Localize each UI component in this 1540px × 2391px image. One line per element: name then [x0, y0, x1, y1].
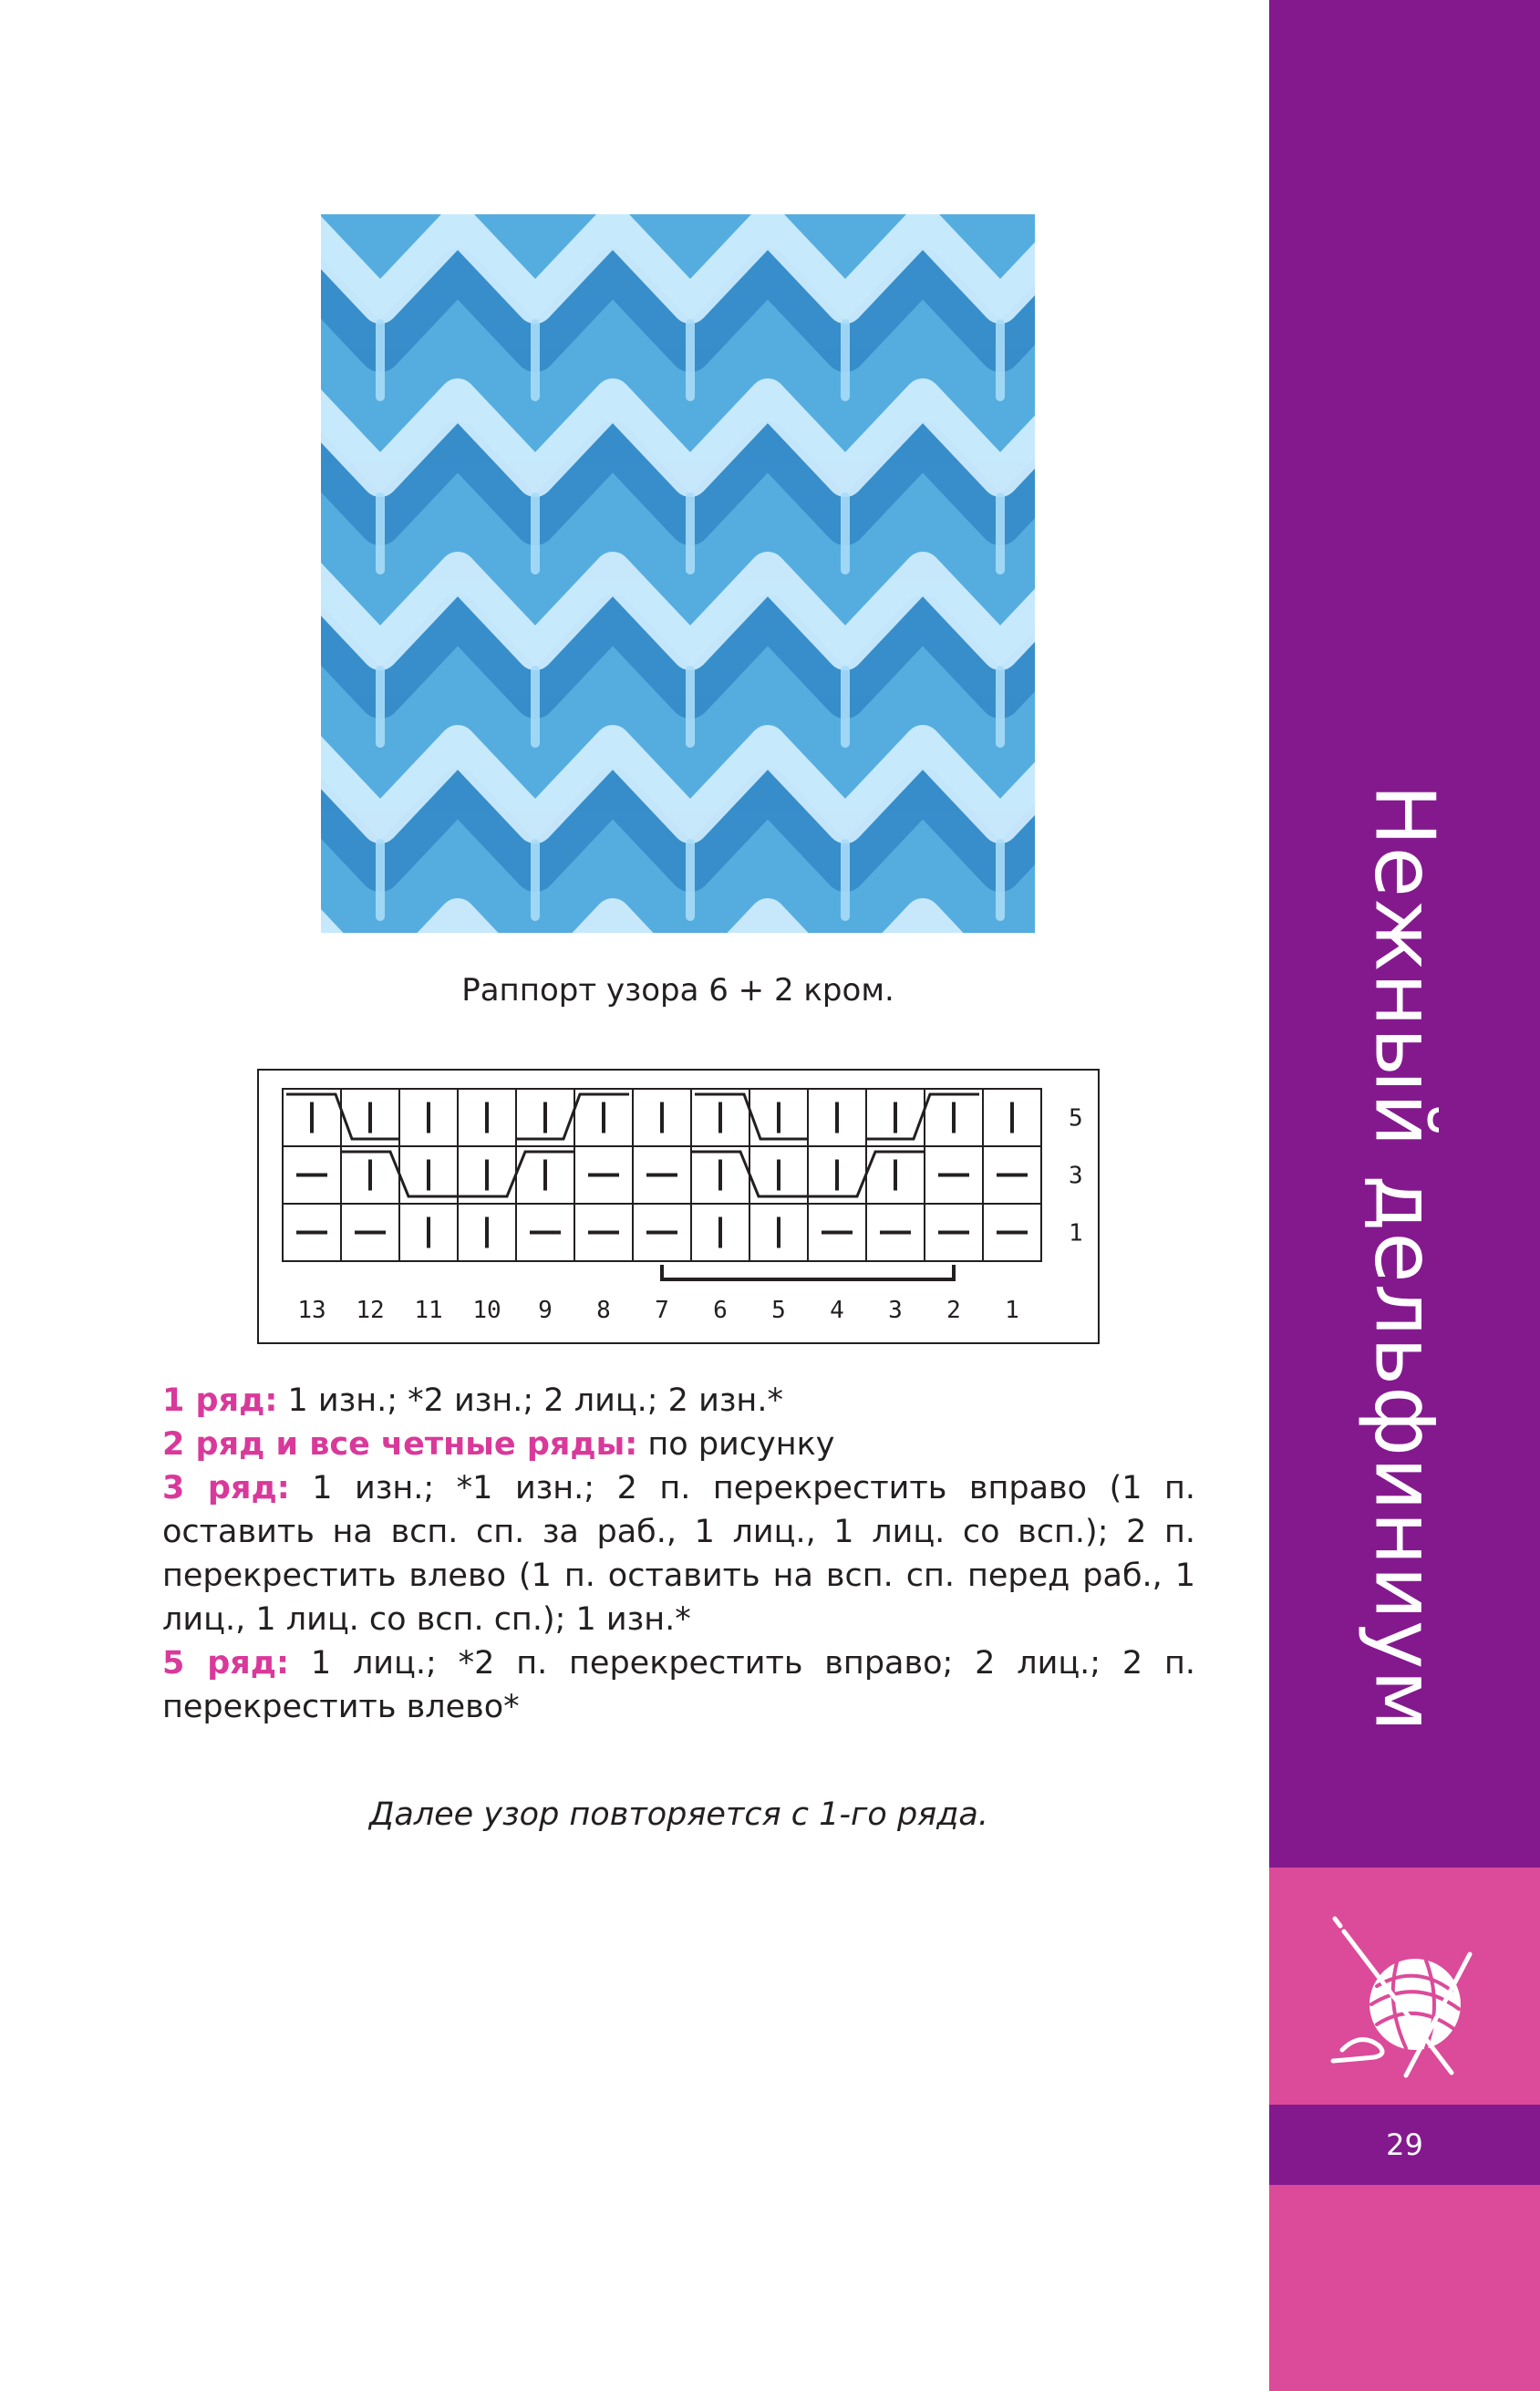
yarn-ball-with-crochet-hook-icon [1269, 1868, 1540, 2105]
chart-col-label: 6 [713, 1297, 728, 1324]
chart-row-labels [1069, 1105, 1083, 1247]
chart-row-label: 5 [1069, 1104, 1083, 1133]
instruction-label: 3 ряд: [162, 1470, 290, 1506]
instruction-row-3 [162, 1466, 1195, 1641]
instruction-label: 1 ряд: [162, 1382, 278, 1419]
chart-col-label: 13 [297, 1297, 326, 1324]
instruction-label: 5 ряд: [162, 1645, 290, 1682]
chart-col-label: 3 [888, 1297, 903, 1324]
chart-col-label: 5 [771, 1297, 786, 1324]
chart-col-label: 12 [356, 1297, 385, 1324]
sidebar-logo-block [1269, 1868, 1540, 2105]
chart-col-label: 11 [414, 1297, 443, 1324]
chart-col-label: 7 [655, 1297, 669, 1324]
sidebar-bottom [1269, 2185, 1540, 2391]
chart-col-label: 2 [946, 1297, 961, 1324]
chart-col-label: 10 [472, 1297, 501, 1324]
page-number-text: 29 [1386, 2127, 1423, 2162]
chart-col-label: 9 [538, 1297, 553, 1324]
knitted-swatch-photo [321, 214, 1035, 933]
chart-col-label: 4 [830, 1297, 844, 1324]
instructions [162, 1379, 1195, 1729]
knitted-swatch-texture [321, 214, 1035, 933]
instruction-text: 1 лиц.; *2 п. перекрестить вправо; 2 лиц.; 2 п. перекрестить влево* [162, 1645, 1195, 1725]
chart-row-label: 3 [1069, 1162, 1083, 1190]
sidebar-title-text: Нежный дельфиниум [1356, 783, 1452, 1734]
instruction-text: по рисунку [637, 1426, 835, 1463]
pattern-repeat-caption: Раппорт узора 6 + 2 кром. [461, 972, 894, 1009]
knitting-chart [257, 1069, 1100, 1344]
instruction-text: 1 изн.; *1 изн.; 2 п. перекрестить вправо (1 п. оставить на всп. сп. за раб., 1 лиц., 1 лиц. со всп.); 2 п. перекрестить влево (1 п. оставить на всп. сп. перед раб., 1 лиц., 1 лиц. со всп. сп.); 1 изн.* [162, 1470, 1196, 1638]
instruction-row-5 [162, 1641, 1195, 1729]
page-number [1269, 2105, 1540, 2185]
instruction-text: 1 изн.; *2 изн.; 2 лиц.; 2 изн.* [277, 1382, 783, 1419]
chart-col-label: 1 [1005, 1297, 1019, 1324]
chart-row-label: 1 [1069, 1219, 1083, 1247]
instruction-label: 2 ряд и все четные ряды: [162, 1426, 638, 1463]
chart-col-label: 8 [596, 1297, 611, 1324]
instruction-row-2 [162, 1423, 1195, 1466]
instruction-row-1 [162, 1379, 1195, 1423]
footer-note: Далее узор повторяется с 1-го ряда. [368, 1796, 988, 1833]
